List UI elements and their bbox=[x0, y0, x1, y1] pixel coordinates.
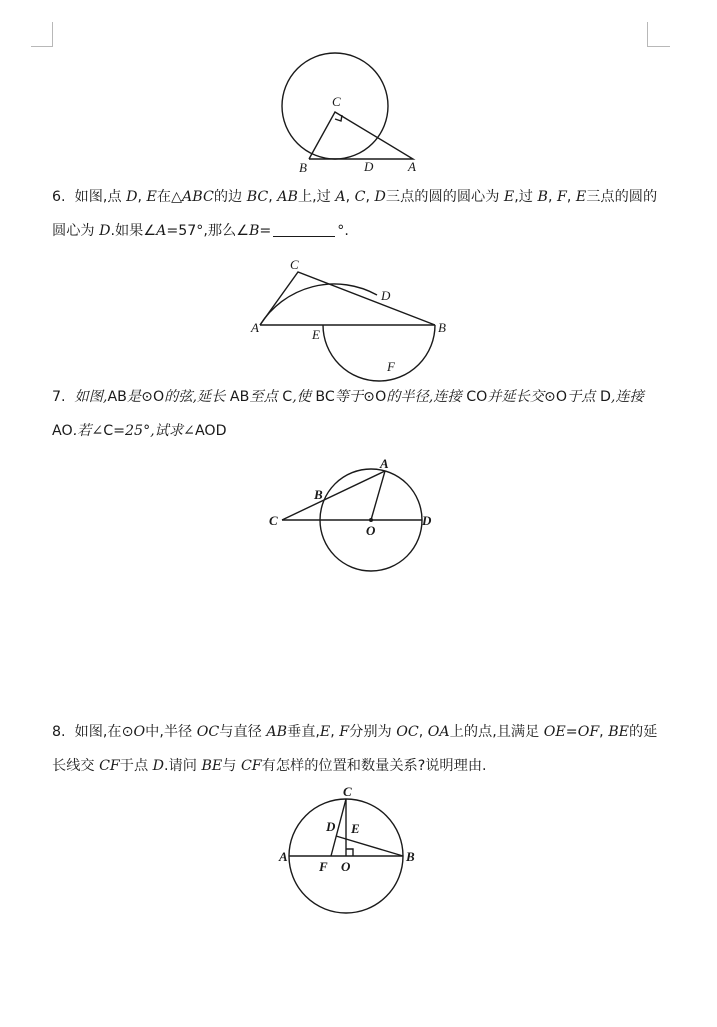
fig8-label-E: E bbox=[351, 821, 360, 836]
figure-q6 bbox=[250, 255, 460, 375]
fig7-segment-CA bbox=[282, 471, 385, 520]
fig8-label-A: A bbox=[279, 849, 288, 864]
fig8-label-F: F bbox=[319, 859, 328, 874]
fig6-label-F: F bbox=[387, 359, 395, 374]
fig8-label-B: B bbox=[406, 849, 415, 864]
fig8-label-D: D bbox=[326, 819, 336, 834]
fig7-label-A: A bbox=[380, 456, 389, 471]
figure-q5 bbox=[270, 60, 430, 180]
fig6-label-D: D bbox=[381, 288, 391, 303]
fig5-label-A: A bbox=[408, 159, 416, 174]
figure-q7 bbox=[265, 455, 445, 575]
fig7-label-C: C bbox=[269, 513, 278, 528]
question-7-number: 7. bbox=[52, 389, 66, 405]
question-8-text: 8. 如图,在⊙O中,半径 OC与直径 AB垂直,E, F分别为 OC, OA上的点,且满足 OE=OF, BE的延长线交 CF于点 D.请问 BE与 CF有怎样的位置和数量关系?说明理由. bbox=[52, 724, 658, 774]
question-7-text: 7. 如图,AB是⊙O的弦,延长 AB至点 C,使 BC等于⊙O的半径,连接 CO并延长交⊙O于点 D,连接 AO.若∠C=25°,试求∠AOD bbox=[52, 389, 644, 439]
fig7-label-D: D bbox=[422, 513, 432, 528]
fig7-segment-AO bbox=[371, 471, 385, 520]
question-6-text: 6. 如图,点 D, E在△ABC的边 BC, AB上,过 A, C, D三点的圆的圆心为 E,过 B, F, E三点的圆的圆心为 D.如果∠A=57°,那么∠B= °. bbox=[52, 189, 658, 239]
fig6-label-C: C bbox=[290, 257, 299, 272]
fig8-label-O: O bbox=[341, 859, 351, 874]
fig5-label-C: C bbox=[332, 94, 341, 109]
question-8-number: 8. bbox=[52, 724, 66, 740]
answer-blank[interactable] bbox=[273, 222, 335, 237]
fig6-arc-lower bbox=[323, 325, 435, 381]
fig6-label-B: B bbox=[438, 320, 446, 335]
fig6-arc-upper bbox=[260, 284, 377, 325]
fig8-label-C: C bbox=[343, 784, 352, 799]
page-corner-mark-top-right bbox=[647, 22, 670, 47]
fig6-label-A: A bbox=[251, 320, 259, 335]
fig7-center-point bbox=[369, 518, 373, 522]
fig7-label-B: B bbox=[314, 487, 323, 502]
fig8-right-angle-mark bbox=[346, 849, 353, 856]
page-corner-mark-top-left bbox=[31, 22, 53, 47]
figure-q8 bbox=[275, 780, 425, 920]
fig6-label-E: E bbox=[312, 327, 320, 342]
fig5-label-B: B bbox=[299, 160, 307, 175]
fig7-label-O: O bbox=[366, 523, 376, 538]
fig5-label-D: D bbox=[364, 159, 374, 174]
question-6-number: 6. bbox=[52, 189, 66, 205]
